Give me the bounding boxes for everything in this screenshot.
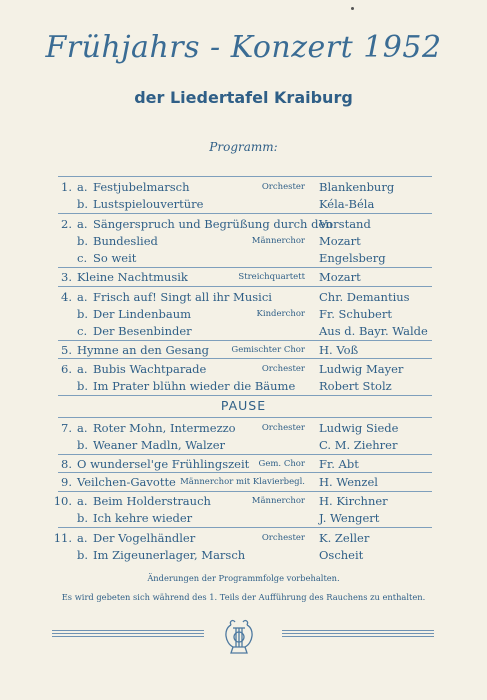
item-sub: c. bbox=[77, 324, 88, 338]
item-title: Bubis Wachtparade bbox=[93, 362, 207, 376]
item-number: 3. bbox=[61, 270, 72, 284]
item-composer: Mozart bbox=[319, 234, 361, 248]
item-composer: Fr. Abt bbox=[319, 457, 359, 471]
item-sub: c. bbox=[77, 251, 88, 265]
program-item bbox=[0, 232, 487, 250]
page-subtitle: der Liedertafel Kraiburg bbox=[134, 88, 353, 107]
item-ensemble: Männerchor bbox=[251, 236, 305, 246]
item-composer: Vorstand bbox=[319, 217, 371, 231]
program-change-note: Änderungen der Programmfolge vorbehalten. bbox=[147, 573, 340, 583]
item-composer: J. Wengert bbox=[319, 511, 380, 525]
item-number: 2. bbox=[61, 217, 72, 231]
program-item bbox=[0, 419, 487, 437]
item-composer: Fr. Schubert bbox=[319, 307, 392, 321]
item-title: Im Zigeunerlager, Marsch bbox=[93, 548, 246, 562]
item-sub: a. bbox=[77, 217, 88, 231]
item-ensemble: Orchester bbox=[261, 423, 305, 433]
item-number: 5. bbox=[61, 343, 72, 357]
item-composer: Robert Stolz bbox=[319, 379, 392, 393]
program-item bbox=[0, 305, 487, 323]
program-item bbox=[0, 509, 487, 527]
item-sub: a. bbox=[77, 290, 88, 304]
program-item bbox=[0, 473, 487, 491]
program-item bbox=[0, 360, 487, 378]
item-number: 10. bbox=[53, 494, 72, 508]
ornament-lines-right bbox=[282, 630, 434, 638]
item-composer: Mozart bbox=[319, 270, 361, 284]
item-ensemble: Männerchor mit Klavierbegl. bbox=[180, 477, 305, 487]
program-item bbox=[0, 178, 487, 196]
program-item bbox=[0, 288, 487, 306]
separator-line bbox=[58, 286, 432, 287]
item-title: Bundeslied bbox=[93, 234, 158, 248]
program-item bbox=[0, 377, 487, 395]
item-title: Im Prater blühn wieder die Bäume bbox=[93, 379, 296, 393]
program-item bbox=[0, 436, 487, 454]
item-composer: Blankenburg bbox=[319, 180, 395, 194]
item-composer: Ludwig Siede bbox=[319, 421, 399, 435]
item-composer: H. Wenzel bbox=[319, 475, 378, 489]
pause-heading: PAUSE bbox=[220, 398, 267, 413]
item-ensemble: Orchester bbox=[261, 364, 305, 374]
item-composer: H. Kirchner bbox=[319, 494, 388, 508]
item-ensemble: Gemischter Chor bbox=[231, 345, 305, 355]
item-title: Veilchen-Gavotte bbox=[77, 475, 176, 489]
item-sub: a. bbox=[77, 421, 88, 435]
item-number: 7. bbox=[61, 421, 72, 435]
lyre-icon bbox=[221, 617, 257, 657]
program-item bbox=[0, 215, 487, 233]
item-sub: a. bbox=[77, 362, 88, 376]
item-sub: b. bbox=[77, 307, 89, 321]
item-ensemble: Orchester bbox=[261, 182, 305, 192]
item-number: 9. bbox=[61, 475, 72, 489]
separator-line bbox=[58, 213, 432, 214]
separator-line bbox=[58, 395, 432, 396]
item-composer: Kéla-Béla bbox=[319, 197, 375, 211]
item-composer: Oscheit bbox=[319, 548, 364, 562]
item-title: Der Vogelhändler bbox=[93, 531, 196, 545]
item-composer: H. Voß bbox=[319, 343, 359, 357]
item-title: Festjubelmarsch bbox=[93, 180, 190, 194]
item-title: Hymne an den Gesang bbox=[77, 343, 209, 357]
separator-line bbox=[58, 176, 432, 177]
item-title: Der Besenbinder bbox=[93, 324, 192, 338]
separator-line bbox=[58, 417, 432, 418]
item-composer: Ludwig Mayer bbox=[319, 362, 404, 376]
item-title: O wundersel'ge Frühlingszeit bbox=[77, 457, 250, 471]
program-item bbox=[0, 529, 487, 547]
item-title: Weaner Madln, Walzer bbox=[93, 438, 226, 452]
item-composer: C. M. Ziehrer bbox=[319, 438, 398, 452]
program-item bbox=[0, 455, 487, 473]
item-number: 6. bbox=[61, 362, 72, 376]
item-sub: b. bbox=[77, 548, 89, 562]
item-composer: Chr. Demantius bbox=[319, 290, 410, 304]
item-title: Roter Mohn, Intermezzo bbox=[93, 421, 236, 435]
item-title: Frisch auf! Singt all ihr Musici bbox=[93, 290, 272, 304]
program-item bbox=[0, 195, 487, 213]
program-item bbox=[0, 249, 487, 267]
item-sub: b. bbox=[77, 197, 89, 211]
item-sub: b. bbox=[77, 379, 89, 393]
program-item bbox=[0, 341, 487, 359]
item-number: 1. bbox=[61, 180, 72, 194]
item-number: 11. bbox=[53, 531, 72, 545]
item-composer: K. Zeller bbox=[319, 531, 370, 545]
item-sub: b. bbox=[77, 511, 89, 525]
item-number: 8. bbox=[61, 457, 72, 471]
item-title: Beim Holderstrauch bbox=[93, 494, 211, 508]
item-sub: b. bbox=[77, 234, 89, 248]
item-number: 4. bbox=[61, 290, 72, 304]
item-title: Lustspielouvertüre bbox=[93, 197, 204, 211]
item-sub: b. bbox=[77, 438, 89, 452]
item-ensemble: Orchester bbox=[261, 533, 305, 543]
programm-heading: Programm: bbox=[209, 140, 278, 154]
item-title: So weit bbox=[93, 251, 137, 265]
program-item bbox=[0, 492, 487, 510]
item-title: Sängerspruch und Begrüßung durch den bbox=[93, 217, 333, 231]
ornament-lines-left bbox=[52, 630, 204, 638]
item-sub: a. bbox=[77, 531, 88, 545]
item-ensemble: Kinderchor bbox=[256, 309, 305, 319]
separator-line bbox=[58, 527, 432, 528]
item-ensemble: Gem. Chor bbox=[258, 459, 305, 469]
item-ensemble: Männerchor bbox=[251, 496, 305, 506]
item-ensemble: Streichquartett bbox=[238, 272, 305, 282]
item-sub: a. bbox=[77, 494, 88, 508]
item-composer: Engelsberg bbox=[319, 251, 386, 265]
program-item bbox=[0, 268, 487, 286]
item-title: Ich kehre wieder bbox=[93, 511, 193, 525]
no-smoking-note: Es wird gebeten sich während des 1. Teils der Aufführung des Rauchens zu enthalten. bbox=[61, 592, 426, 602]
item-title: Der Lindenbaum bbox=[93, 307, 192, 321]
item-title: Kleine Nachtmusik bbox=[77, 270, 188, 284]
item-sub: a. bbox=[77, 180, 88, 194]
program-item bbox=[0, 546, 487, 564]
program-item bbox=[0, 322, 487, 340]
item-composer: Aus d. Bayr. Walde bbox=[319, 324, 428, 338]
page-title: Frühjahrs - Konzert 1952 bbox=[45, 30, 442, 65]
ink-dot bbox=[351, 7, 354, 10]
